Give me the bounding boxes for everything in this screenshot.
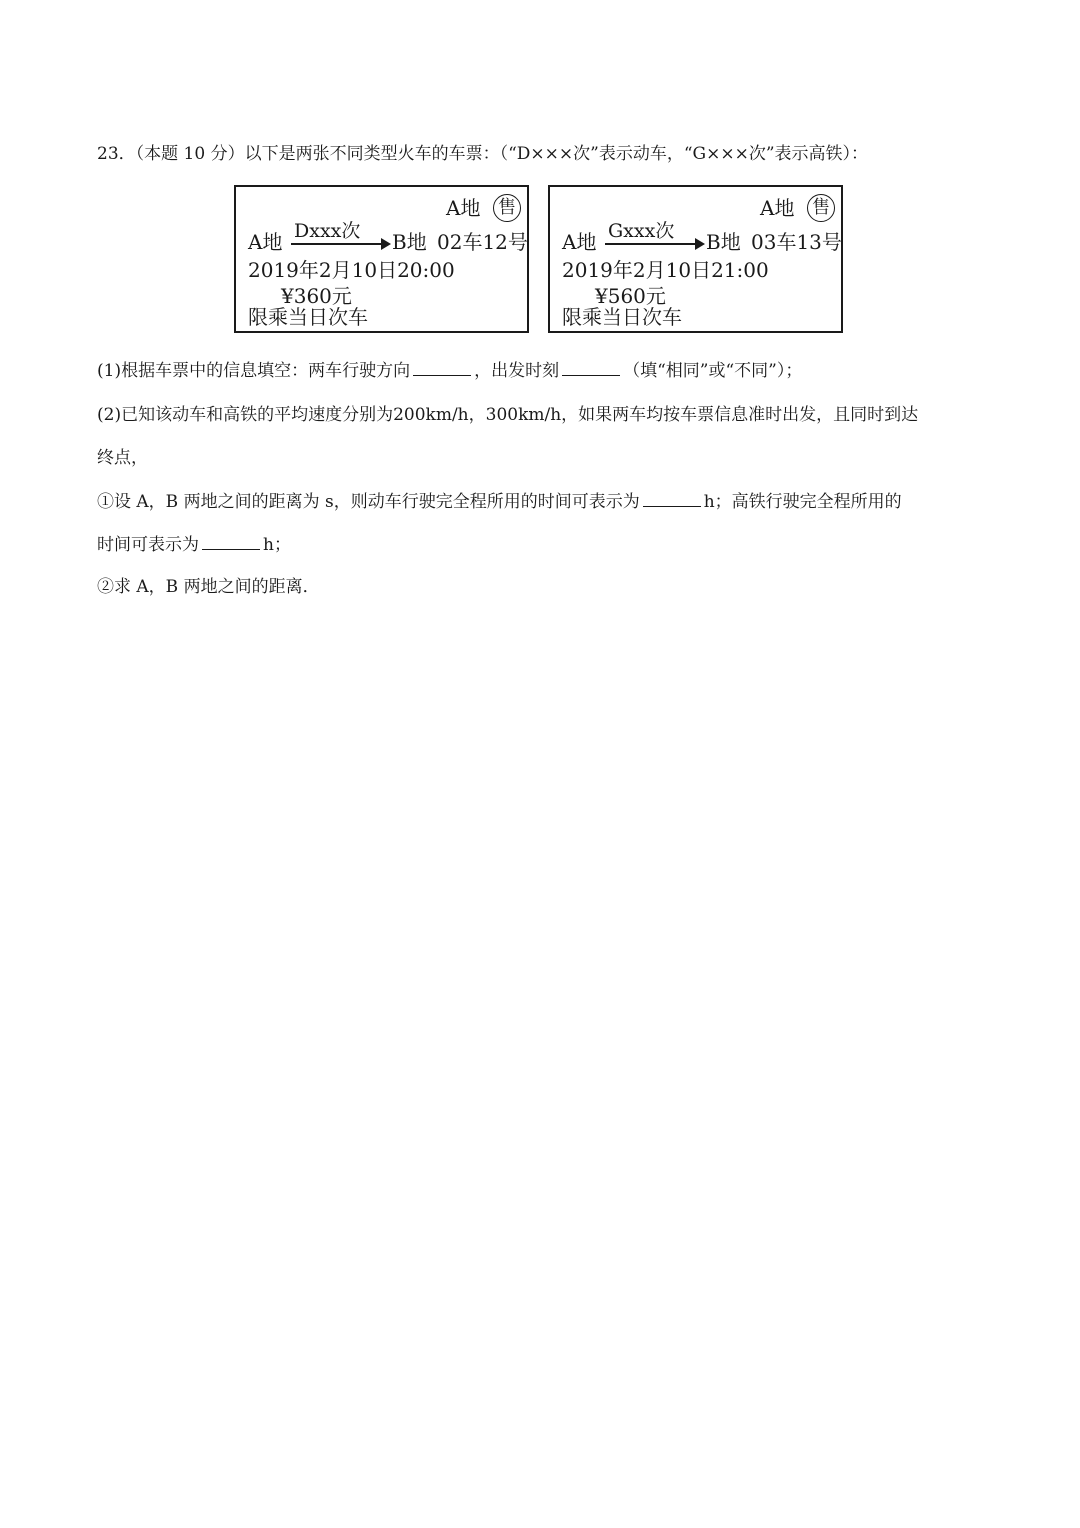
part-1-text-b: ，出发时刻 [474, 361, 560, 381]
ticket-station-top: A地 [446, 196, 481, 220]
ticket-note: 限乘当日次车 [248, 305, 368, 329]
ticket-origin: A地 [248, 230, 283, 254]
part-2-line-1: (2)已知该动车和高铁的平均速度分别为200km/h，300km/h，如果两车均按车票信息准时出发，且同时到达 [97, 405, 919, 425]
sub-1-line-2-text-a: 时间可表示为 [97, 535, 199, 555]
ticket-price: ¥560元 [595, 284, 666, 308]
ticket-datetime: 2019年2月10日20:00 [248, 258, 455, 282]
sale-stamp-icon: 售 [493, 194, 521, 222]
part-1-text-a: (1)根据车票中的信息填空：两车行驶方向 [97, 361, 411, 381]
ticket-destination: B地 [392, 230, 427, 254]
sub-question-1 [97, 490, 902, 513]
ticket-seat: 03车13号 [751, 230, 842, 254]
sub-question-2: ②求 A，B 两地之间的距离． [97, 577, 320, 597]
ticket-train-number: Dxxx次 [294, 220, 361, 242]
part-1-text-c: （填“相同”或“不同”）； [623, 361, 803, 381]
sub-1-line-2-text-b: h； [263, 535, 291, 555]
ticket-d-train [234, 185, 529, 333]
arrow-right-icon [605, 243, 697, 245]
ticket-train-number: Gxxx次 [608, 220, 675, 242]
sub-1-text-a: ①设 A，B 两地之间的距离为 s，则动车行驶完全程所用的时间可表示为 [97, 492, 640, 512]
ticket-note: 限乘当日次车 [562, 305, 682, 329]
question-heading: 23．（本题 10 分）以下是两张不同类型火车的车票：（“D×××次”表示动车，“G×××次”表示高铁）： [97, 144, 869, 164]
answer-blank-d-time[interactable] [643, 490, 701, 507]
sub-1-text-b: h；高铁行驶完全程所用的 [703, 492, 902, 512]
answer-blank-g-time[interactable] [202, 533, 260, 550]
sub-question-1-line-2 [97, 533, 291, 556]
ticket-station-top: A地 [760, 196, 795, 220]
ticket-seat: 02车12号 [437, 230, 528, 254]
arrow-right-icon [291, 243, 383, 245]
ticket-destination: B地 [706, 230, 741, 254]
ticket-g-train [548, 185, 843, 333]
ticket-origin: A地 [562, 230, 597, 254]
ticket-price: ¥360元 [281, 284, 352, 308]
answer-blank-departure[interactable] [562, 359, 620, 376]
part-1 [97, 359, 802, 382]
part-2-line-2: 终点， [97, 448, 148, 468]
answer-blank-direction[interactable] [413, 359, 471, 376]
sale-stamp-icon: 售 [807, 194, 835, 222]
ticket-datetime: 2019年2月10日21:00 [562, 258, 769, 282]
